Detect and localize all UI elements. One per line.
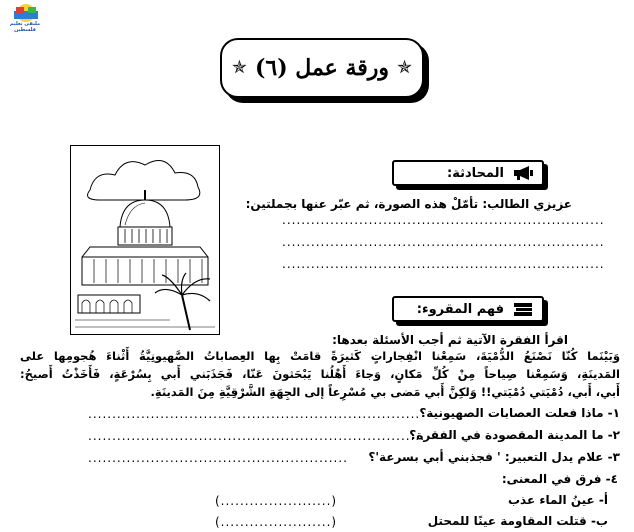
question-1: ١- ماذا فعلت العصابات الصهيونية؟: [419, 406, 620, 420]
answer-line[interactable]: ...................................................................: [282, 213, 605, 227]
paragraph-line: المَدينَةِ، وَسَمِعْنا صِياحاً مِنْ كُلِّ مَكانٍ، وَجاءَ أَهْلُنا يَبْحَثونَ عَنّا، فَجَذَبَني أَبي بِسُرْعَةٍ، فَأَخَذْتُ أَصيحُ:: [20, 367, 620, 381]
reading-instruction: اقرأ الفقرة الآتية ثم أجب الأسئلة بعدها:: [332, 333, 568, 347]
logo-text: ملتقى تعليم فلسطين: [9, 21, 41, 33]
q4-item-b: ب- قتلت المقاومة عينًا للمحتل: [427, 514, 608, 528]
worksheet-title: [220, 38, 424, 98]
answer-line[interactable]: ...................................................................: [282, 235, 605, 249]
title-text: ورقة عمل (٦): [254, 55, 390, 81]
question-3: ٣- علام يدل التعبير: ' فجذبني أبي بسرعة'؟: [368, 450, 620, 464]
answer-line[interactable]: ...................................................................: [282, 257, 605, 271]
star-icon: ✯: [231, 57, 247, 78]
paragraph-line: وَبَيْنَما كُنّا نَصْنَعُ الدُّمْيَةَ، سَمِعْنا انْفِجاراتٍ كَثيرَةً قامَتْ بِها العِصاباتُ الصَّهيونِيَّةُ أَثْناءَ هُجومِها على: [20, 349, 620, 363]
megaphone-icon: [512, 165, 534, 181]
reading-header: [392, 296, 544, 322]
q4-item-a: أ- عينُ الماء عذب: [507, 493, 608, 507]
question-4: ٤- فرق في المعنى:: [501, 472, 618, 486]
answer-blank[interactable]: (.......................): [215, 494, 338, 508]
dome-of-the-rock-picture: [70, 145, 220, 335]
books-icon: [512, 301, 534, 317]
question-2: ٢- ما المدينة المقصودة في الفقرة؟: [409, 428, 620, 442]
conversation-header: [392, 160, 544, 186]
answer-blank[interactable]: (.......................): [215, 515, 338, 529]
reading-header-label: فهم المقروء:: [416, 301, 504, 317]
star-icon: ✯: [397, 57, 413, 78]
conversation-header-label: المحادثة:: [447, 165, 504, 181]
answer-line[interactable]: .....................................................................: [88, 407, 421, 421]
conversation-instruction: عزيزي الطالب: تأمّلْ هذه الصورة، ثم عبّر عنها بجملتين:: [245, 197, 572, 211]
paragraph-line: أَبي، أَبي، دُمْيَتي دُمْيَتي!! وَلكِنَّ أَبي مَضى بي مُسْرِعاً إلى الجِهَةِ الشَّرْقِيَّةِ مِنَ المَدينَةِ.: [150, 385, 620, 399]
answer-line[interactable]: ......................................................................: [88, 429, 426, 443]
answer-line[interactable]: ......................................................: [88, 451, 348, 465]
